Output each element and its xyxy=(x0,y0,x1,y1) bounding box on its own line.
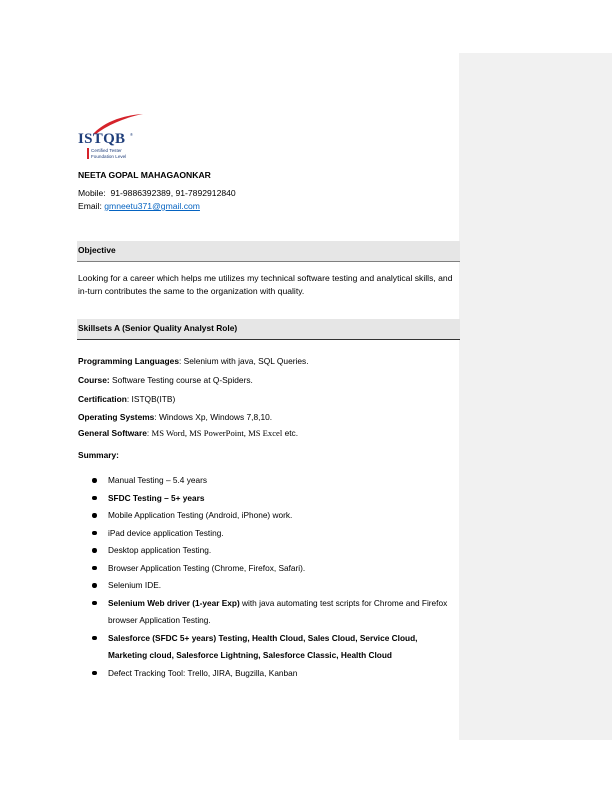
mobile-line xyxy=(78,188,236,199)
objective-heading-bar xyxy=(77,241,460,262)
skillsets-heading-bar xyxy=(77,319,460,340)
skill-sep: : xyxy=(178,356,184,366)
skill-value: Selenium with java, SQL Queries. xyxy=(183,356,309,366)
skill-label: Programming Languages xyxy=(78,356,179,366)
logo-subtitle-line2: Foundation Level xyxy=(91,153,127,159)
istqb-logo xyxy=(77,113,147,163)
objective-body: Looking for a career which helps me utilizes my technical software testing and analytical skills, and in-turn contributes the same to the organization with quality. xyxy=(78,273,453,296)
skillsets-heading: Skillsets A (Senior Quality Analyst Role) xyxy=(78,323,238,333)
logo-wordmark: ISTQB xyxy=(78,131,126,147)
skill-programming-languages xyxy=(78,356,309,366)
logo-accent-bar xyxy=(87,148,89,159)
skill-course xyxy=(78,375,253,385)
logo-subtitle xyxy=(91,148,126,159)
summary-item: SFDC Testing – 5+ years xyxy=(78,490,448,508)
comment-margin-pane xyxy=(459,53,612,740)
skill-value: Software Testing course at Q-Spiders. xyxy=(111,375,253,385)
bullet-icon xyxy=(92,671,97,676)
logo-subtitle-line1: Certified Tester xyxy=(91,148,122,153)
summary-item: Browser Application Testing (Chrome, Firefox, Safari). xyxy=(78,560,448,578)
logo-trademark: ® xyxy=(130,132,133,137)
bullet-icon xyxy=(92,566,97,571)
summary-item: Desktop application Testing. xyxy=(78,542,448,560)
skill-value: ISTQB(ITB) xyxy=(131,394,176,404)
candidate-name: NEETA GOPAL MAHAGAONKAR xyxy=(78,170,211,180)
bullet-icon xyxy=(92,636,97,641)
skill-general-software xyxy=(78,428,298,438)
skill-suffix: etc. xyxy=(282,428,299,438)
skill-sep: : xyxy=(146,428,152,438)
skill-certification xyxy=(78,394,175,404)
email-label: Email: xyxy=(78,201,102,211)
skill-value: MS Word, MS PowerPoint, MS Excel xyxy=(151,428,283,438)
email-link[interactable]: gmneetu371@gmail.com xyxy=(104,201,200,211)
bullet-icon xyxy=(92,548,97,553)
summary-label: Summary: xyxy=(78,450,119,460)
skill-operating-systems xyxy=(78,412,272,422)
skill-label: Course: xyxy=(78,375,110,385)
skill-sep: : xyxy=(126,394,132,404)
summary-item: Selenium Web driver (1-year Exp) with java automating test scripts for Chrome and Firefox browser Application Testing. xyxy=(78,595,448,630)
skill-value: Windows Xp, Windows 7,8,10. xyxy=(159,412,273,422)
skill-sep: : xyxy=(154,412,159,422)
summary-item: Mobile Application Testing (Android, iPhone) work. xyxy=(78,507,448,525)
summary-item: Selenium IDE. xyxy=(78,577,448,595)
summary-list xyxy=(78,472,448,682)
summary-item: Salesforce (SFDC 5+ years) Testing, Health Cloud, Sales Cloud, Service Cloud, Marketing cloud, Salesforce Lightning, Salesforce Classic, Health Cloud xyxy=(78,630,448,665)
bullet-icon xyxy=(92,583,97,588)
summary-item: iPad device application Testing. xyxy=(78,525,448,543)
bullet-icon xyxy=(92,478,97,483)
mobile-value: 91-9886392389, 91-7892912840 xyxy=(110,188,236,198)
bullet-icon xyxy=(92,496,97,501)
bullet-icon xyxy=(92,531,97,536)
summary-item: Manual Testing – 5.4 years xyxy=(78,472,448,490)
skill-label: Operating Systems xyxy=(78,412,155,422)
objective-heading: Objective xyxy=(78,245,116,255)
skill-label: General Software xyxy=(78,428,147,438)
bullet-icon xyxy=(92,513,97,518)
bullet-icon xyxy=(92,601,97,606)
skill-label: Certification xyxy=(78,394,127,404)
email-line xyxy=(78,201,200,212)
summary-item: Defect Tracking Tool: Trello, JIRA, Bugzilla, Kanban xyxy=(78,665,448,683)
mobile-label: Mobile: xyxy=(78,188,106,198)
